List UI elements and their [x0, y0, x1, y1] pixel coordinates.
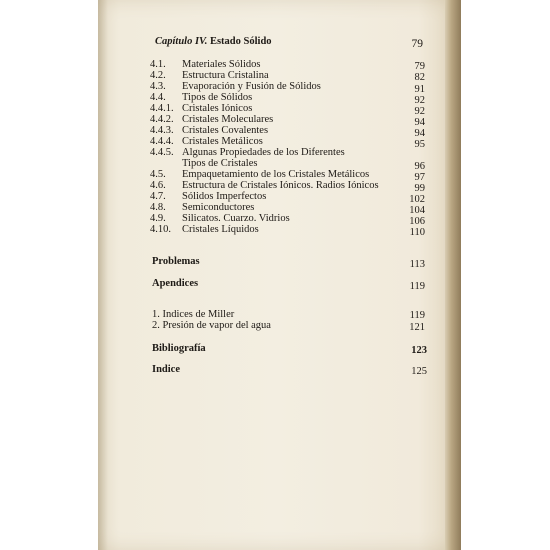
entry-title: Cristales Metálicos: [182, 136, 263, 147]
entry-title-continued: Tipos de Cristales: [182, 158, 258, 169]
entry-number: 4.6.: [150, 180, 166, 191]
entry-title: Silicatos. Cuarzo. Vidrios: [182, 213, 290, 224]
section-page: 125: [411, 366, 427, 377]
entry-title: Algunas Propiedades de los Diferentes: [182, 147, 345, 158]
entry-number: 4.1.: [150, 59, 166, 70]
entry-title: Empaquetamiento de los Cristales Metálicos: [182, 169, 370, 180]
entry-title: Cristales Líquidos: [182, 224, 259, 235]
entry-page: 106: [409, 216, 425, 227]
section-problemas: Problemas: [152, 256, 200, 267]
entry-title: Materiales Sólidos: [182, 59, 261, 70]
appendix-page: 121: [409, 322, 425, 333]
entry-number: 4.3.: [150, 81, 166, 92]
entry-number: 4.2.: [150, 70, 166, 81]
chapter-heading: [155, 36, 272, 48]
entry-page: 97: [414, 172, 425, 183]
entry-page: 94: [414, 117, 425, 128]
entry-number: 4.5.: [150, 169, 166, 180]
section-page: 119: [409, 281, 425, 292]
entry-number: 4.8.: [150, 202, 166, 213]
entry-page: 82: [414, 72, 425, 83]
entry-title: Cristales Covalentes: [182, 125, 269, 136]
entry-page: 104: [409, 205, 425, 216]
section-page: 113: [409, 259, 425, 270]
entry-page: 110: [409, 227, 425, 238]
chapter-page: 79: [411, 38, 423, 50]
entry-number: 4.4.4.: [150, 136, 174, 147]
entry-title: Evaporación y Fusión de Sólidos: [182, 81, 321, 92]
entry-title: Sólidos Imperfectos: [182, 191, 267, 202]
entry-page: 99: [414, 183, 425, 194]
entry-title: Tipos de Sólidos: [182, 92, 253, 103]
chapter-title: Estado Sólido: [209, 36, 272, 47]
entry-page: 91: [414, 84, 425, 95]
entry-page: 92: [414, 106, 425, 117]
entry-title: Cristales Iónicos: [182, 103, 253, 114]
entry-number: 4.7.: [150, 191, 166, 202]
entry-page: 95: [414, 139, 425, 150]
section-bibliografia: Bibliografía: [152, 343, 206, 354]
appendix-item: 1. Indices de Miller: [152, 309, 235, 320]
entry-page: 92: [414, 95, 425, 106]
section-page: 123: [411, 345, 427, 356]
entry-number: 4.10.: [150, 224, 171, 235]
entry-number: 4.4.3.: [150, 125, 174, 136]
section-indice: Indice: [152, 364, 181, 375]
appendix-item: 2. Presión de vapor del agua: [152, 320, 271, 331]
entry-number: 4.9.: [150, 213, 166, 224]
section-apendices: Apendices: [152, 278, 199, 289]
entry-title: Estructura de Cristales Iónicos. Radios Iónicos: [182, 180, 379, 191]
chapter-label: Capítulo IV.: [155, 36, 208, 47]
entry-title: Semiconductores: [182, 202, 255, 213]
entry-title: Cristales Moleculares: [182, 114, 274, 125]
entry-number: 4.4.1.: [150, 103, 174, 114]
entry-page: 94: [414, 128, 425, 139]
entry-number: 4.4.2.: [150, 114, 174, 125]
appendix-page: 119: [409, 310, 425, 321]
entry-number: 4.4.5.: [150, 147, 174, 158]
entry-page: 102: [409, 194, 425, 205]
entry-page: 79: [414, 61, 425, 72]
entry-page: 96: [414, 161, 425, 172]
entry-number: 4.4.: [150, 92, 166, 103]
entry-title: Estructura Cristalina: [182, 70, 269, 81]
